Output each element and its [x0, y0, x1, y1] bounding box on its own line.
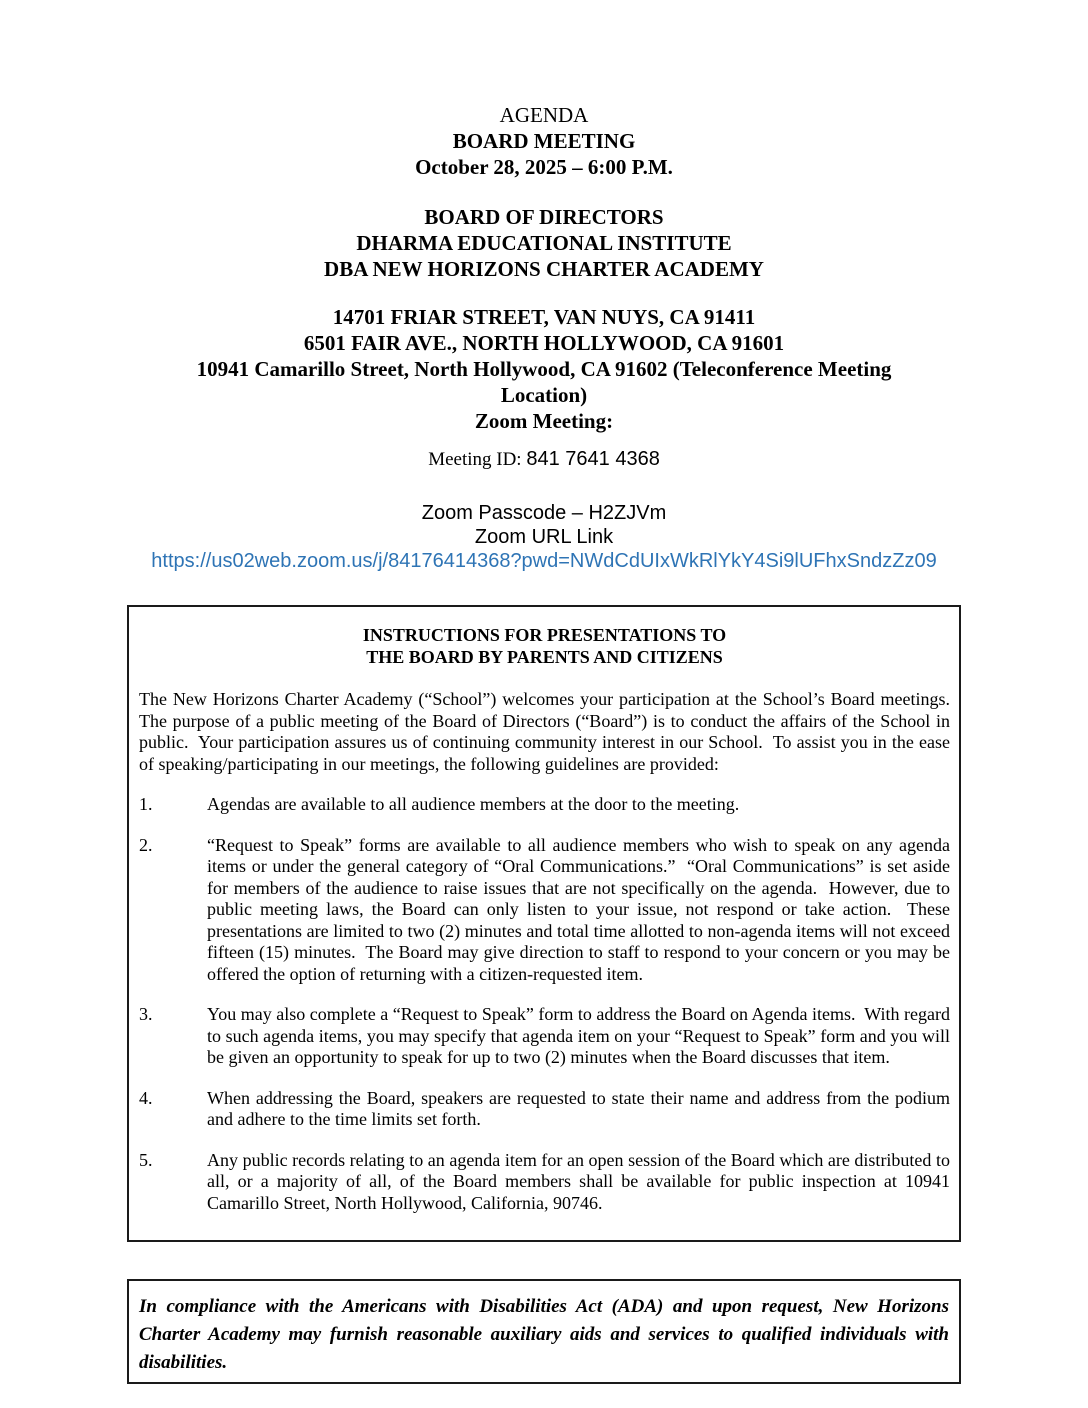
- instructions-box: [127, 605, 961, 1242]
- meeting-id-value: 841 7641 4368: [526, 448, 660, 470]
- instruction-item-4: [139, 1087, 955, 1131]
- item-number: 3.: [139, 1004, 153, 1024]
- instructions-title: [139, 625, 950, 668]
- instruction-item-5: [139, 1149, 955, 1215]
- spacer: [0, 473, 1088, 501]
- address-line-1: 14701 FRIAR STREET, VAN NUYS, CA 91411: [332, 305, 756, 329]
- zoom-url-label: Zoom URL Link: [474, 526, 614, 548]
- meeting-type: BOARD MEETING: [452, 129, 636, 153]
- instruction-item-2: [139, 834, 955, 986]
- address-line-3: 10941 Camarillo Street, North Hollywood, CA 91602 (Teleconference Meeting Location): [196, 357, 892, 407]
- item-number: 4.: [139, 1087, 153, 1108]
- item-text: “Request to Speak” forms are available to all audience members who wish to speak on any agenda items or under the general category of “Oral Communications.” “Oral Communications” is set aside for members of the audience to raise issues that are not specifically on the agenda. However, due to public meeting laws, the Board can only listen to your issue, not respond or take action. These presentations are limited to two (2) minutes and total time allotted to non-agenda items will not exceed fifteen (15) minutes. The Board may give direction to staff to respond to your concern or you may be offered the option of returning with a citizen-requested item.: [207, 834, 955, 984]
- meeting-datetime: October 28, 2025 – 6:00 P.M.: [415, 155, 673, 179]
- ada-notice-text: In compliance with the Americans with Disabilities Act (ADA) and upon request, New Horizons Charter Academy may furnish reasonable auxiliary aids and services to qualified individuals with disabilities.: [139, 1296, 949, 1373]
- org-line-board: BOARD OF DIRECTORS: [424, 205, 664, 229]
- org-line-institute: DHARMA EDUCATIONAL INSTITUTE: [356, 231, 732, 255]
- item-text: Agendas are available to all audience members at the door to the meeting.: [207, 794, 740, 814]
- zoom-url-link[interactable]: https://us02web.zoom.us/j/84176414368?pwd=NWdCdUIxWkRlYkY4Si9lUFhxSndzZz09: [151, 550, 937, 572]
- spacer: [0, 434, 1088, 446]
- item-text: Any public records relating to an agenda item for an open session of the Board which are distributed to all, or a majority of all, of the Board members shall be available for public inspection at 10941 Camarillo Street, North Hollywood, California, 90746.: [207, 1149, 955, 1213]
- spacer: [0, 180, 1088, 204]
- agenda-title: AGENDA: [499, 103, 589, 127]
- item-text: When addressing the Board, speakers are requested to state their name and address from the podium and adhere to the time limits set forth.: [207, 1087, 955, 1129]
- item-number: 2.: [139, 834, 153, 855]
- item-number: 1.: [139, 794, 153, 814]
- instruction-item-1: [139, 794, 950, 816]
- instructions-title-line-2: THE BOARD BY PARENTS AND CITIZENS: [366, 646, 723, 667]
- address-line-2: 6501 FAIR AVE., NORTH HOLLYWOOD, CA 91601: [303, 331, 785, 355]
- org-line-dba: DBA NEW HORIZONS CHARTER ACADEMY: [324, 257, 764, 281]
- instructions-title-line-1: INSTRUCTIONS FOR PRESENTATIONS TO: [362, 625, 727, 645]
- instructions-intro: The New Horizons Charter Academy (“School”) welcomes your participation at the School’s Board meetings. The purpose of a public meeting of the Board of Directors (“Board”) is to conduct the affairs of the School in public. Your participation assures us of continuing community interest in our School. To assist you in the ease of speaking/participating in our meetings, the following guidelines are provided:: [139, 689, 959, 774]
- item-number: 5.: [139, 1149, 153, 1170]
- ada-notice-box: [127, 1279, 961, 1384]
- zoom-passcode: Zoom Passcode – H2ZJVm: [421, 502, 667, 524]
- meeting-id-label: Meeting ID:: [428, 449, 527, 470]
- item-text: You may also complete a “Request to Speak” form to address the Board on Agenda items. With regard to such agenda items, you may specify that agenda item on your “Request to Speak” form and you will be given an opportunity to speak for up to two (2) minutes when the Board discusses that item.: [207, 1004, 959, 1067]
- instruction-item-3: [139, 1004, 959, 1069]
- zoom-meeting-label: Zoom Meeting:: [474, 409, 614, 433]
- spacer: [0, 282, 1088, 304]
- document-header: [0, 0, 1088, 573]
- meeting-id-line: [0, 446, 1088, 473]
